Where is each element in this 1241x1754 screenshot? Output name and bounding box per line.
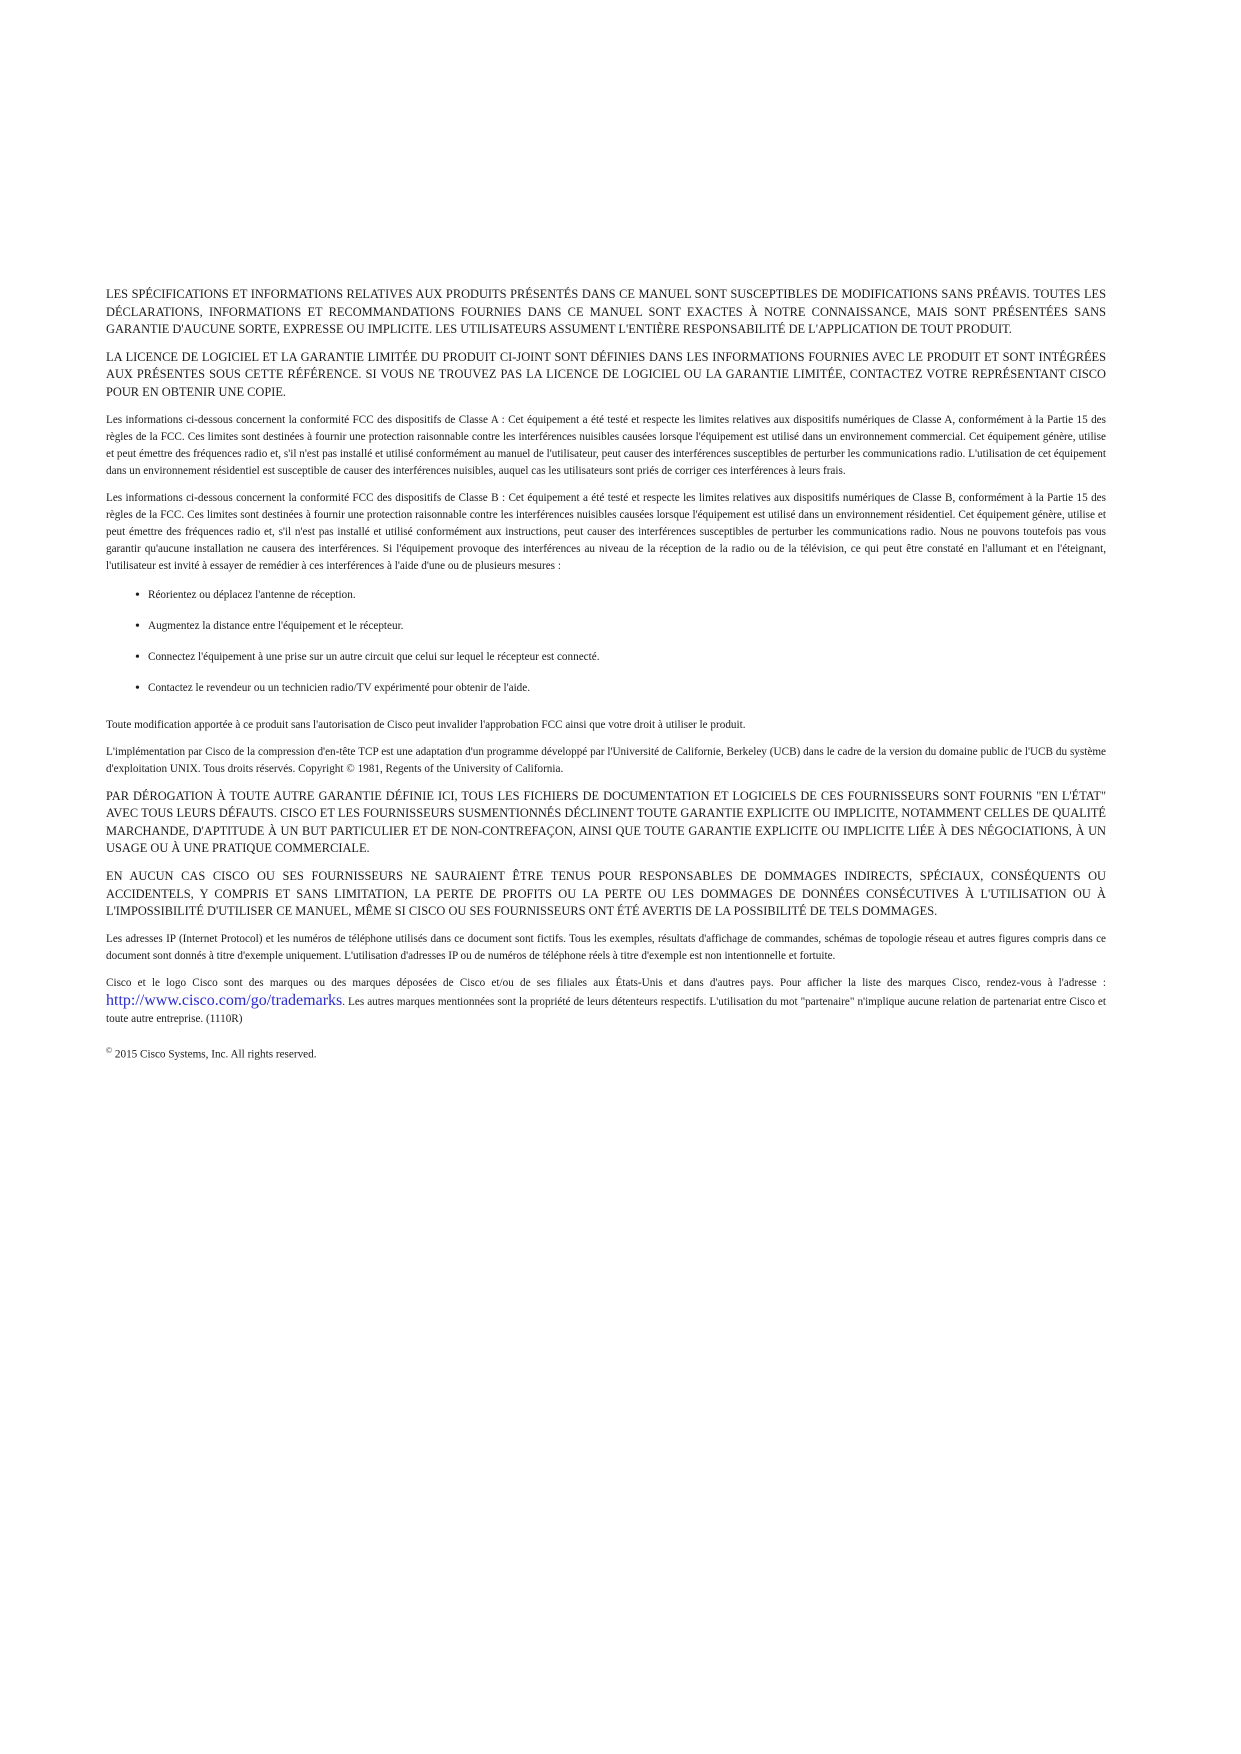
remediation-list bbox=[106, 587, 1106, 697]
tcp-compression-notice: L'implémentation par Cisco de la compression d'en-tête TCP est une adaptation d'un programme développé par l'Université de Californie, Berkeley (UCB) dans le cadre de la version du domaine public de l'UCB du système d'exploitation UNIX. Tous droits réservés. Copyright © 1981, Regents of the University of California. bbox=[106, 745, 1106, 775]
license-warranty-paragraph: LA LICENCE DE LOGICIEL ET LA GARANTIE LIMITÉE DU PRODUIT CI-JOINT SONT DÉFINIES DANS LES INFORMATIONS FOURNIES AVEC LE PRODUIT ET SONT INTÉGRÉES AUX PRÉSENTES SOUS CETTE RÉFÉRENCE. SI VOUS NE TROUVEZ PAS LA LICENCE DE LOGICIEL OU LA GARANTIE LIMITÉE, CONTACTEZ VOTRE REPRÉSENTANT CISCO POUR EN OBTENIR UNE COPIE. bbox=[106, 349, 1106, 399]
list-item: • Réorientez ou déplacez l'antenne de réception. bbox=[135, 587, 356, 603]
bullet-icon: • bbox=[135, 587, 140, 603]
list-item: • Augmentez la distance entre l'équipement et le récepteur. bbox=[135, 618, 404, 634]
liability-limitation: EN AUCUN CAS CISCO OU SES FOURNISSEURS NE SAURAIENT ÊTRE TENUS POUR RESPONSABLES DE DOMMAGES INDIRECTS, SPÉCIAUX, CONSÉQUENTS OU ACCIDENTELS, Y COMPRIS ET SANS LIMITATION, LA PERTE DE PROFITS OU LA PERTE OU LES DOMMAGES DE DONNÉES CONSÉCUTIVES À L'UTILISATION OU À L'IMPOSSIBILITÉ D'UTILISER CE MANUEL, MÊME SI CISCO OU SES FOURNISSEURS ONT ÉTÉ AVERTIS DE LA POSSIBILITÉ DE TELS DOMMAGES. bbox=[106, 868, 1106, 919]
trademarks-paragraph: Cisco et le logo Cisco sont des marques ou des marques déposées de Cisco et/ou de ses filiales aux États-Unis et dans d'autres pays. Pour afficher la liste des marques Cisco, rendez-vous à l'adresse : http://www.cisco.com/go/trademarks. Les autres marques mentionnées sont la propriété de leurs détenteurs respectifs. L'utilisation du mot "partenaire" n'implique aucune relation de partenariat entre Cisco et toute autre entreprise. (1110R) bbox=[106, 976, 1106, 1025]
bullet-icon: • bbox=[135, 649, 140, 665]
fcc-class-b-paragraph: Les informations ci-dessous concernent la conformité FCC des dispositifs de Classe B : Cet équipement a été testé et respecte les limites relatives aux dispositifs numériques de Classe B, conformément à la Partie 15 des règles de la FCC. Ces limites sont destinées à fournir une protection raisonnable contre les interférences nuisibles causées lorsque l'équipement est utilisé dans un environnement résidentiel. Cet équipement génère, utilise et peut émettre des fréquences radio et, s'il n'est pas installé et utilisé conformément aux instructions, peut causer des interférences susceptibles de perturber les communications radio. Nous ne pouvons toutefois pas vous garantir qu'aucune installation ne causera des interférences. Si l'équipement provoque des interférences au niveau de la réception de la radio ou de la télévision, ce qui peut être constaté en l'allumant et en l'éteignant, l'utilisateur est invité à essayer de remédier à ces interférences à l'aide d'une ou de plusieurs mesures : bbox=[106, 491, 1106, 572]
trademarks-link[interactable]: http://www.cisco.com/go/trademarks bbox=[106, 991, 343, 1009]
fcc-class-a-paragraph: Les informations ci-dessous concernent la conformité FCC des dispositifs de Classe A : Cet équipement a été testé et respecte les limites relatives aux dispositifs numériques de Classe A, conformément à la Partie 15 des règles de la FCC. Ces limites sont destinées à fournir une protection raisonnable contre les interférences nuisibles causées lorsque l'équipement est utilisé dans un environnement commercial. Cet équipement génère, utilise et peut émettre des fréquences radio et, s'il n'est pas installé et utilisé conformément au manuel de l'utilisateur, peut causer des interférences susceptibles de perturber les communications radio. L'utilisation de cet équipement dans un environnement résidentiel est susceptible de causer des interférences nuisibles, auquel cas les utilisateurs sont priés de corriger ces interférences à leurs frais. bbox=[106, 413, 1106, 477]
fictitious-addresses-notice: Les adresses IP (Internet Protocol) et les numéros de téléphone utilisés dans ce document sont fictifs. Tous les exemples, résultats d'affichage de commandes, schémas de topologie réseau et autres figures compris dans ce document sont donnés à titre d'exemple uniquement. L'utilisation d'adresses IP ou de numéros de téléphone réels à titre d'exemple est non intentionnelle et fortuite. bbox=[106, 932, 1106, 962]
legal-notice-page bbox=[106, 286, 1106, 1063]
copyright-icon: © bbox=[106, 1045, 113, 1055]
list-item: • Connectez l'équipement à une prise sur un autre circuit que celui sur lequel le récepteur est connecté. bbox=[135, 649, 600, 665]
modification-warning: Toute modification apportée à ce produit sans l'autorisation de Cisco peut invalider l'approbation FCC ainsi que votre droit à utiliser le produit. bbox=[106, 718, 746, 731]
copyright-line: © 2015 Cisco Systems, Inc. All rights reserved. bbox=[106, 1045, 317, 1061]
list-item: • Contactez le revendeur ou un technicien radio/TV expérimenté pour obtenir de l'aide. bbox=[135, 680, 531, 696]
warranty-disclaimer: PAR DÉROGATION À TOUTE AUTRE GARANTIE DÉFINIE ICI, TOUS LES FICHIERS DE DOCUMENTATION ET LOGICIELS DE CES FOURNISSEURS SONT FOURNIS "EN L'ÉTAT" AVEC TOUS LEURS DÉFAUTS. CISCO ET LES FOURNISSEURS SUSMENTIONNÉS DÉCLINENT TOUTE GARANTIE EXPLICITE OU IMPLICITE, NOTAMMENT CELLES DE QUALITÉ MARCHANDE, D'APTITUDE À UN BUT PARTICULIER ET DE NON-CONTREFAÇON, AINSI QUE TOUTE GARANTIE EXPLICITE OU IMPLICITE LIÉE À DES NÉGOCIATIONS, À UN USAGE OU À UNE PRATIQUE COMMERCIALE. bbox=[106, 788, 1106, 856]
bullet-icon: • bbox=[135, 618, 140, 634]
specifications-disclaimer: LES SPÉCIFICATIONS ET INFORMATIONS RELATIVES AUX PRODUITS PRÉSENTÉS DANS CE MANUEL SONT SUSCEPTIBLES DE MODIFICATIONS SANS PRÉAVIS. TOUTES LES DÉCLARATIONS, INFORMATIONS ET RECOMMANDATIONS FOURNIES DANS CE MANUEL SONT EXACTES À NOTRE CONNAISSANCE, MAIS SONT PRÉSENTÉES SANS GARANTIE D'AUCUNE SORTE, EXPRESSE OU IMPLICITE. LES UTILISATEURS ASSUMENT L'ENTIÈRE RESPONSABILITÉ DE L'APPLICATION DE TOUT PRODUIT. bbox=[106, 287, 1106, 337]
bullet-icon: • bbox=[135, 680, 140, 696]
